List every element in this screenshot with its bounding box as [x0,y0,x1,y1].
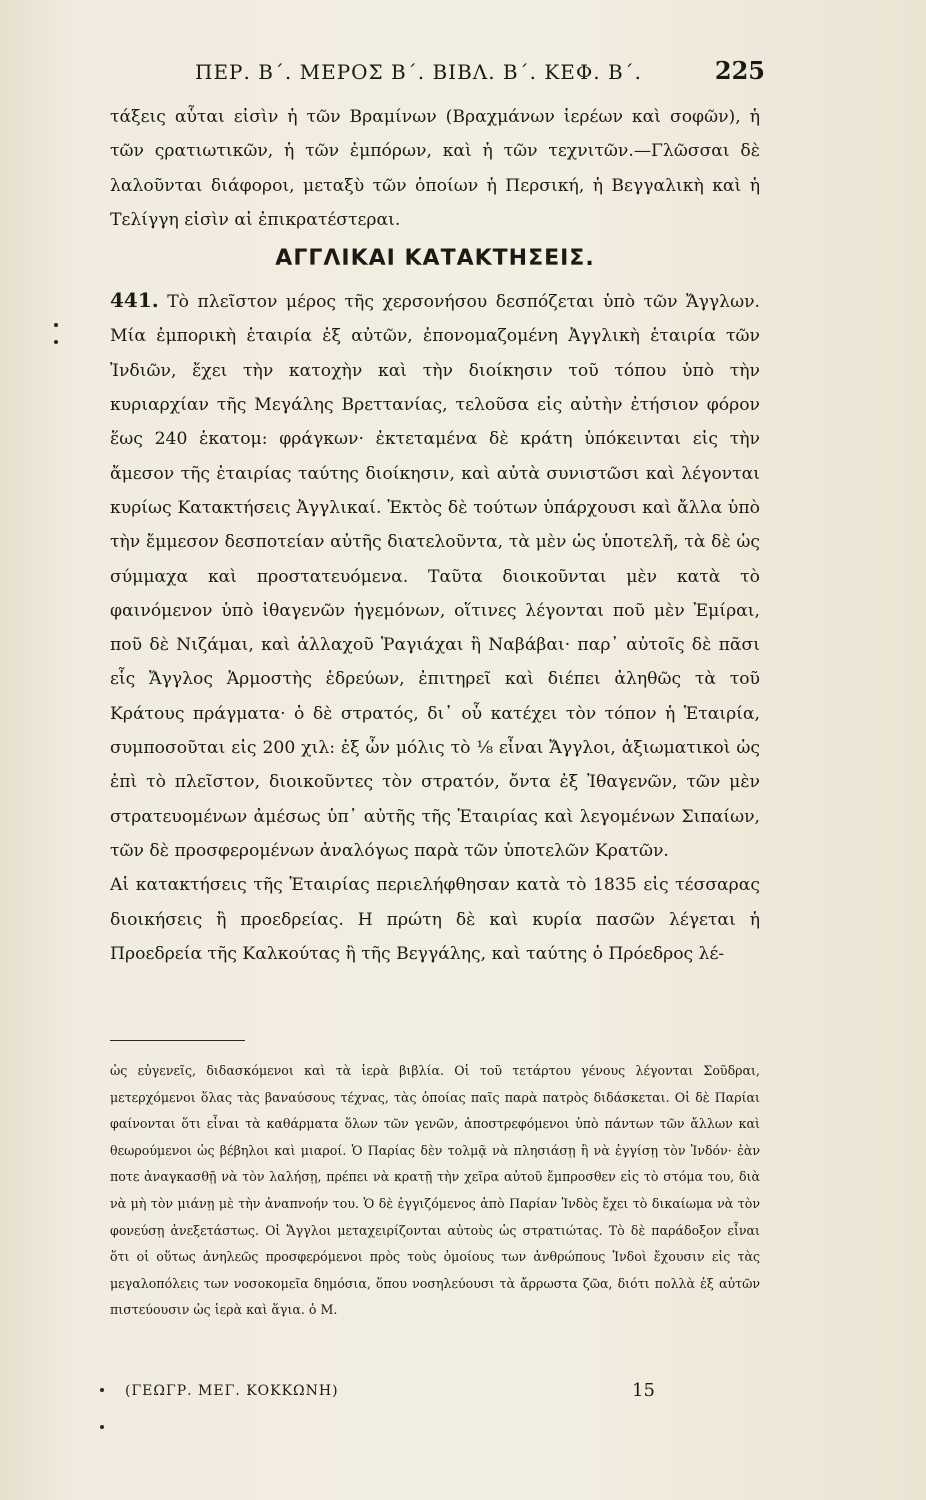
footnote-text: ὡς εὐγενεῖς, διδασκόμενοι καὶ τὰ ἱερὰ βιβλία. Οἱ τοῦ τετάρτου γένους λέγονται Σοῦδραι, μετερχόμενοι ὅλας τὰς βαναύσους τέχνας, τὰς ὁποίας παῖς παρὰ πατρὸς διδάσκεται. Οἱ δὲ Παρίαι φαίνονται ὅτι εἶναι τὰ καθάρματα ὅλων τῶν γενῶν, ἀποστρεφόμενοι ὑπὸ πάντων τῶν ἄλλων καὶ θεωρούμενοι ὡς βέβηλοι καὶ μιαροί. Ὁ Παρίας δὲν τολμᾷ νὰ πλησιάσῃ ἢ νὰ ἐγγίσῃ τὸν Ἰνδόν· ἐὰν ποτε ἀναγκασθῇ νὰ τὸν λαλήσῃ, πρέπει νὰ κρατῇ τὴν χεῖρα αὐτοῦ ἔμπροσθεν εἰς τὸ στόμα του, διὰ νὰ μὴ τὸν μιάνῃ μὲ τὴν ἀναπνοήν του. Ὁ δὲ ἐγγιζόμενος ἀπὸ Παρίαν Ἰνδὸς ἔχει τὸ δικαίωμα νὰ τὸν φονεύσῃ ἀνεξετάστως. Οἱ Ἄγγλοι μεταχειρίζονται αὐτοὺς ὡς στρατιώτας. Τὸ δὲ παράδοξον εἶναι ὅτι οἱ οὕτως ἀνηλεῶς προσφερόμενοι πρὸς τοὺς ὁμοίους των ἀνθρώπους Ἰνδοὶ ἔχουσιν εἰς τὰς μεγαλοπόλεις των νοσοκομεῖα δημόσια, ὅπου νοσηλεύουσι τὰ ἄρρωστα ζῶα, διότι πολλὰ ἐξ αὐτῶν πιστεύουσιν ὡς ἱερὰ καὶ ἅγια. ὁ Μ. [110,1063,760,1318]
margin-mark [54,340,58,344]
margin-mark [100,1388,104,1392]
signature-label: (ΓΕΩΓΡ. ΜΕΓ. ΚΟΚΚΩΝΗ) [125,1383,339,1399]
paragraph-441 [110,283,760,868]
running-head [195,56,765,94]
main-text [110,100,760,971]
section-number: 441. [110,288,159,313]
paragraph-castes: τάξεις αὗται εἰσὶν ἡ τῶν Βραμίνων (Βραχμάνων ἱερέων καὶ σοφῶν), ἡ τῶν ςρατιωτικῶν, ἡ τῶν ἐμπόρων, καὶ ἡ τῶν τεχνιτῶν.—Γλῶσσαι δὲ λαλοῦνται διάφοροι, μεταξὺ τῶν ὁποίων ἡ Περσική, ἡ Βεγγαλικὴ καὶ ἡ Τελίγγη εἰσὶν αἱ ἐπικρατέστεραι. [110,107,760,230]
section-heading: ΑΓΓΛΙΚΑΙ ΚΑΤΑΚΤΗΣΕΙΣ. [275,246,595,272]
page-number: 225 [714,56,765,85]
margin-mark [100,1425,104,1429]
footnote [110,1058,760,1324]
paragraph-441-text: Τὸ πλεῖστον μέρος τῆς χερσονήσου δεσπόζεται ὑπὸ τῶν Ἄγγλων. Μία ἐμπορικὴ ἑταιρία ἐξ αὐτῶν, ἐπονομαζομένη Ἀγγλικὴ ἑταιρία τῶν Ἰνδιῶν, ἔχει τὴν κατοχὴν καὶ τὴν διοίκησιν τοῦ τόπου ὑπὸ τὴν κυριαρχίαν τῆς Μεγάλης Βρεττανίας, τελοῦσα εἰς αὐτὴν ἐτήσιον φόρον ἕως 240 ἑκατομ: φράγκων· ἐκτεταμένα δὲ κράτη ὑπόκεινται εἰς τὴν ἄμεσον τῆς ἑταιρίας ταύτης διοίκησιν, καὶ αὐτὰ συνιστῶσι καὶ λέγονται κυρίως Κατακτήσεις Ἀγγλικαί. Ἐκτὸς δὲ τούτων ὑπάρχουσι καὶ ἄλλα ὑπὸ τὴν ἔμμεσον δεσποτείαν αὐτῆς διατελοῦντα, τὰ μὲν ὡς ὑποτελῆ, τὰ δὲ ὡς σύμμαχα καὶ προστατευόμενα. Ταῦτα διοικοῦνται μὲν κατὰ τὸ φαινόμενον ὑπὸ ἰθαγενῶν ἡγεμόνων, οἵτινες λέγονται ποῦ μὲν Ἐμίραι, ποῦ δὲ Νιζάμαι, καὶ ἀλλαχοῦ Ῥαγιάχαι ἢ Ναβάβαι· παρ᾽ αὐτοῖς δὲ πᾶσι εἷς Ἄγγλος Ἁρμοστὴς ἑδρεύων, ἐπιτηρεῖ καὶ διέπει ἀληθῶς τὰ τοῦ Κράτους πράγματα· ὁ δὲ στρατός, δι᾽ οὗ κατέχει τὸν τόπον ἡ Ἑταιρία, συμποσοῦται εἰς 200 χιλ: ἐξ ὧν μόλις τὸ ⅛ εἶναι Ἄγγλοι, ἀξιωματικοὶ ὡς ἐπὶ τὸ πλεῖστον, διοικοῦντες τὸν στρατόν, ὄντα ἐξ Ἰθαγενῶν, τῶν μὲν στρατευομένων ἀμέσως ὑπ᾽ αὐτῆς τῆς Ἑταιρίας καὶ λεγομένων Σιπαίων, τῶν δὲ προσφερομένων ἀναλόγως παρὰ τῶν ὑποτελῶν Κρατῶν. [110,292,760,861]
signature-number: 15 [632,1380,655,1401]
margin-mark [54,323,58,327]
paragraph-presidencies: Αἱ κατακτήσεις τῆς Ἑταιρίας περιελήφθησαν κατὰ τὸ 1835 εἰς τέσσαρας διοικήσεις ἢ προεδρείας. Η πρώτη δὲ καὶ κυρία πασῶν λέγεται ἡ Προεδρεία τῆς Καλκούτας ἢ τῆς Βεγγάλης, καὶ ταύτης ὁ Πρόεδρος λέ- [110,875,760,964]
running-title: ΠΕΡ. Β΄. ΜΕΡΟΣ Β΄. ΒΙΒΛ. Β΄. ΚΕΦ. Β΄. [195,60,643,84]
footnote-rule [110,1040,245,1041]
